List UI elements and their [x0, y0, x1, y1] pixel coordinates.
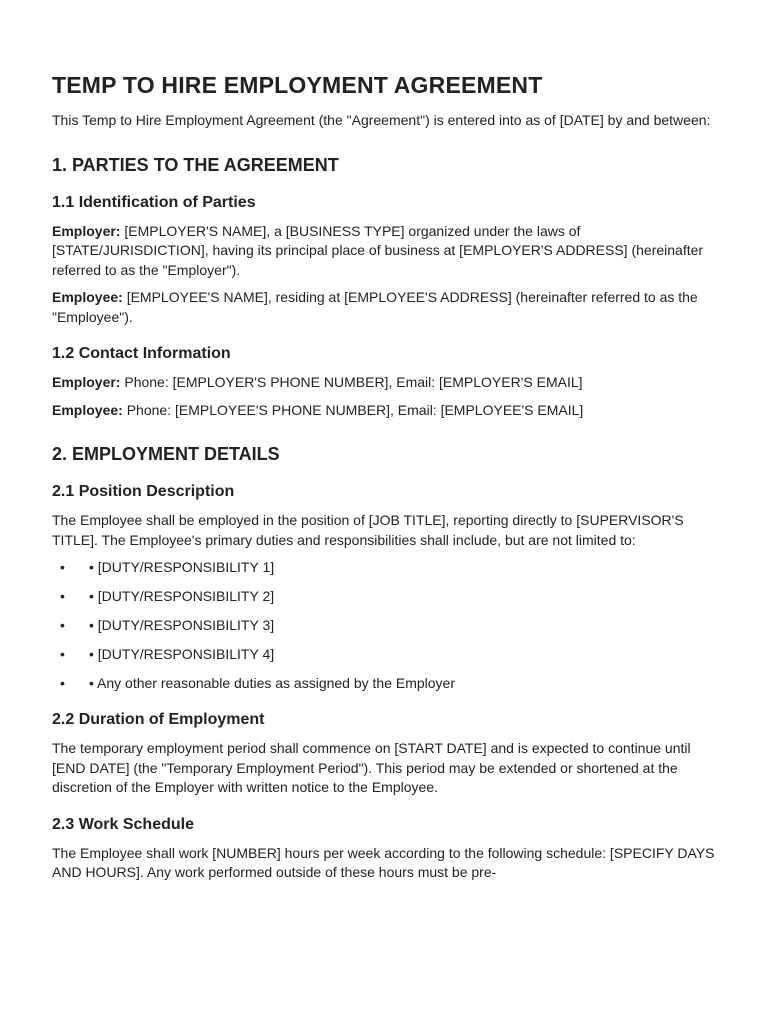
intro-paragraph: This Temp to Hire Employment Agreement (the "Agreement") is entered into as of [DATE] by and between: [52, 112, 711, 128]
duty-text: • [DUTY/RESPONSIBILITY 4] [89, 646, 275, 662]
employer-label: Employer: [52, 222, 121, 239]
position-description-text: The Employee shall be employed in the position of [JOB TITLE], reporting directly to [SUPERVISOR'S TITLE]. The Employee's primary duties and responsibilities shall include, but are not limited to: [52, 512, 684, 548]
bullet-marker: • [60, 675, 65, 691]
section-1-2-heading: 1.2 Contact Information [52, 345, 231, 362]
work-schedule-text: The Employee shall work [NUMBER] hours per week according to the following schedule: [SPECIFY DAYS AND HOURS]. Any work performed outside of these hours must be pre- [52, 844, 715, 880]
bullet-marker: • [60, 588, 65, 604]
employer-contact-label: Employer: [52, 374, 121, 390]
employee-identification-text: [EMPLOYEE'S NAME], residing at [EMPLOYEE'S ADDRESS] (hereinafter referred to as the "Employee"). [52, 289, 698, 325]
bullet-marker: • [60, 646, 65, 662]
employee-contact-text: Phone: [EMPLOYEE'S PHONE NUMBER], Email: [EMPLOYEE'S EMAIL] [126, 401, 584, 418]
bullet-marker: • [60, 617, 65, 633]
bullet-marker: • [60, 559, 65, 575]
employer-contact-text: Phone: [EMPLOYER'S PHONE NUMBER], Email: [EMPLOYER'S EMAIL] [124, 374, 583, 390]
list-item [60, 587, 718, 606]
duty-text: • Any other reasonable duties as assigned by the Employer [89, 675, 456, 691]
employee-contact-label: Employee: [52, 401, 123, 418]
section-1-heading: 1. PARTIES TO THE AGREEMENT [52, 154, 339, 175]
list-item [60, 558, 718, 577]
section-2-1-heading: 2.1 Position Description [52, 483, 235, 500]
section-2-2-heading: 2.2 Duration of Employment [52, 711, 265, 728]
list-item [60, 645, 718, 664]
employee-contact [52, 401, 718, 421]
list-item [60, 674, 718, 693]
employee-label: Employee: [52, 289, 123, 305]
duties-list [52, 558, 718, 693]
list-item [60, 616, 718, 635]
section-1-1-heading: 1.1 Identification of Parties [52, 193, 256, 211]
employee-identification [52, 288, 718, 327]
section-2-3-heading: 2.3 Work Schedule [52, 815, 194, 833]
employer-identification-text: [EMPLOYER'S NAME], a [BUSINESS TYPE] organized under the laws of [STATE/JURISDICTION], having its principal place of business at [EMPLOYER'S ADDRESS] (hereinafter referred to as the "Employer"). [52, 222, 704, 278]
employer-contact [52, 373, 718, 393]
duty-text: • [DUTY/RESPONSIBILITY 1] [89, 559, 275, 575]
duty-text: • [DUTY/RESPONSIBILITY 2] [89, 588, 275, 604]
employer-identification [52, 222, 718, 281]
duty-text: • [DUTY/RESPONSIBILITY 3] [89, 617, 275, 633]
document-title: TEMP TO HIRE EMPLOYMENT AGREEMENT [52, 72, 543, 98]
section-2-heading: 2. EMPLOYMENT DETAILS [52, 444, 280, 464]
duration-text: The temporary employment period shall commence on [START DATE] and is expected to continue until [END DATE] (the "Temporary Employment Period"). This period may be extended or shortened at the discretion of the Employer with written notice to the Employee. [52, 740, 691, 795]
